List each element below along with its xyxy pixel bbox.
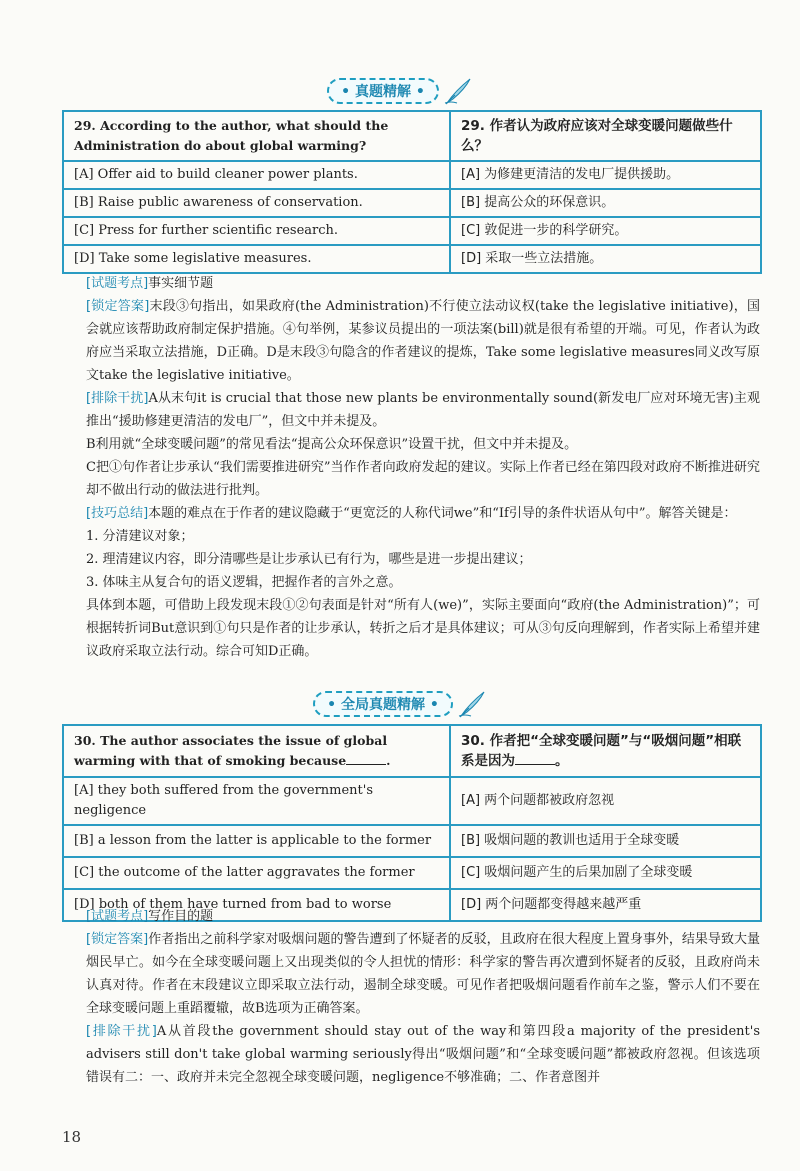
page-number: 18 bbox=[62, 1128, 82, 1146]
q29-option-d-en: [D] Take some legislative measures. bbox=[63, 245, 450, 273]
skill-item-1: 1. 分清建议对象； bbox=[86, 529, 194, 544]
q30-zh-question-text: 30. 作者把“全球变暖问题”与“吸烟问题”相联系是因为 bbox=[461, 733, 742, 769]
q30-option-a-en: [A] they both suffered from the government's negligence bbox=[63, 777, 450, 825]
q30-analysis bbox=[62, 905, 760, 1089]
q30-option-d-en: [D] both of them have turned from bad to worse bbox=[63, 889, 450, 921]
answer-tag: [锁定答案] bbox=[86, 299, 150, 314]
section-title-2 bbox=[0, 689, 800, 719]
question-30-table bbox=[62, 724, 762, 922]
answer-tag: [锁定答案] bbox=[86, 932, 149, 947]
q30-zh-question bbox=[450, 725, 761, 777]
kaodian-tag: [试题考点] bbox=[86, 909, 149, 924]
distract-a-text: A从末句it is crucial that those new plants be environmentally sound(新发电厂应对环境无害)主观推出“援助修建更清洁的发电厂”，但文中并未提及。 bbox=[86, 391, 760, 429]
answer-blank bbox=[346, 752, 386, 765]
quill-icon bbox=[457, 690, 487, 718]
q29-option-a-zh: [A] 为修建更清洁的发电厂提供援助。 bbox=[450, 161, 761, 189]
skill-final-text: 具体到本题，可借助上段发现末段①②句表面是针对“所有人(we)”，实际主要面向“政府(the Administration)”；可根据转折词But意识到①句只是作者的让步承认，转折之后才是具体建议；可从③句反向理解到，作者实际上希望并建议政府采取立法行动。综合可知D正确。 bbox=[86, 598, 760, 659]
q29-option-b-en: [B] Raise public awareness of conservation. bbox=[63, 189, 450, 217]
q30-en-question bbox=[63, 725, 450, 777]
q30-zh-question-end: 。 bbox=[555, 753, 569, 769]
kaodian-tag: [试题考点] bbox=[86, 276, 149, 291]
skill-text: 本题的难点在于作者的建议隐藏于“更宽泛的人称代词we”和“If引导的条件状语从句中”。解答关键是： bbox=[148, 506, 737, 521]
section-title-1 bbox=[0, 76, 800, 106]
q29-en-question: 29. According to the author, what should the Administration do about global warming? bbox=[63, 111, 450, 161]
distract-b-text: B利用就“全球变暖问题”的常见看法“提高公众环保意识”设置干扰，但文中并未提及。 bbox=[86, 437, 578, 452]
skill-item-3: 3. 体味主从复合句的语义逻辑，把握作者的言外之意。 bbox=[86, 575, 402, 590]
q30-en-question-end: . bbox=[386, 753, 391, 768]
q30-en-question-text: 30. The author associates the issue of global warming with that of smoking because bbox=[74, 733, 388, 768]
q30-option-b-en: [B] a lesson from the latter is applicable to the former bbox=[63, 825, 450, 857]
distract-tag: [排除干扰] bbox=[86, 1024, 157, 1039]
kaodian-text: 事实细节题 bbox=[148, 276, 214, 291]
kaodian-text: 写作目的题 bbox=[148, 909, 214, 924]
distract-c-text: C把①句作者让步承认“我们需要推进研究”当作作者向政府发起的建议。实际上作者已经在第四段对政府不断推进研究却不做出行动的做法进行批判。 bbox=[86, 460, 760, 498]
q29-option-a-en: [A] Offer aid to build cleaner power plants. bbox=[63, 161, 450, 189]
q29-option-c-en: [C] Press for further scientific research. bbox=[63, 217, 450, 245]
section-title-text: 全局真题精解 bbox=[341, 697, 425, 713]
q29-zh-question: 29. 作者认为政府应该对全球变暖问题做些什么？ bbox=[450, 111, 761, 161]
section-pill: • 全局真题精解 • bbox=[313, 691, 453, 717]
answer-blank bbox=[515, 752, 555, 765]
distract-tag: [排除干扰] bbox=[86, 391, 149, 406]
answer-text: 作者指出之前科学家对吸烟问题的警告遭到了怀疑者的反驳，且政府在很大程度上置身事外，结果导致大量烟民早亡。如今在全球变暖问题上又出现类似的令人担忧的情形：科学家的警告再次遭到怀疑者的反驳，且政府尚未认真对待。作者在末段建议立即采取立法行动，遏制全球变暖。可见作者把吸烟问题看作前车之鉴，警示人们不要在全球变暖问题上重蹈覆辙，故B选项为正确答案。 bbox=[86, 932, 760, 1016]
q30-option-c-zh: [C] 吸烟问题产生的后果加剧了全球变暖 bbox=[450, 857, 761, 889]
q29-analysis bbox=[62, 272, 760, 663]
q30-option-b-zh: [B] 吸烟问题的教训也适用于全球变暖 bbox=[450, 825, 761, 857]
q29-option-b-zh: [B] 提高公众的环保意识。 bbox=[450, 189, 761, 217]
q30-option-d-zh: [D] 两个问题都变得越来越严重 bbox=[450, 889, 761, 921]
quill-icon bbox=[443, 77, 473, 105]
q29-option-d-zh: [D] 采取一些立法措施。 bbox=[450, 245, 761, 273]
q29-option-c-zh: [C] 敦促进一步的科学研究。 bbox=[450, 217, 761, 245]
skill-item-2: 2. 理清建议内容，即分清哪些是让步承认已有行为，哪些是进一步提出建议； bbox=[86, 552, 532, 567]
q30-option-a-zh: [A] 两个问题都被政府忽视 bbox=[450, 777, 761, 825]
question-29-table bbox=[62, 110, 762, 274]
section-pill: • 真题精解 • bbox=[327, 78, 439, 104]
answer-text: 末段③句指出，如果政府(the Administration)不行使立法动议权(take the legislative initiative)，国会就应该帮助政府制定保护措施。④句举例，某参议员提出的一项法案(bill)就是很有希望的开端。可见，作者认为政府应当采取立法措施，D正确。D是末段③句隐含的作者建议的提炼，Take some legislative measures同义改写原文take the legislative initiative。 bbox=[86, 299, 760, 383]
skill-tag: [技巧总结] bbox=[86, 506, 149, 521]
distract-text: A从首段the government should stay out of the way和第四段a majority of the president's advisers still don't take global warming seriously得出“吸烟问题”和“全球变暖问题”都被政府忽视。但该选项错误有二：一、政府并未完全忽视全球变暖问题，negligence不够准确；二、作者意图并 bbox=[86, 1024, 760, 1085]
section-title-text: 真题精解 bbox=[355, 84, 411, 100]
q30-option-c-en: [C] the outcome of the latter aggravates the former bbox=[63, 857, 450, 889]
